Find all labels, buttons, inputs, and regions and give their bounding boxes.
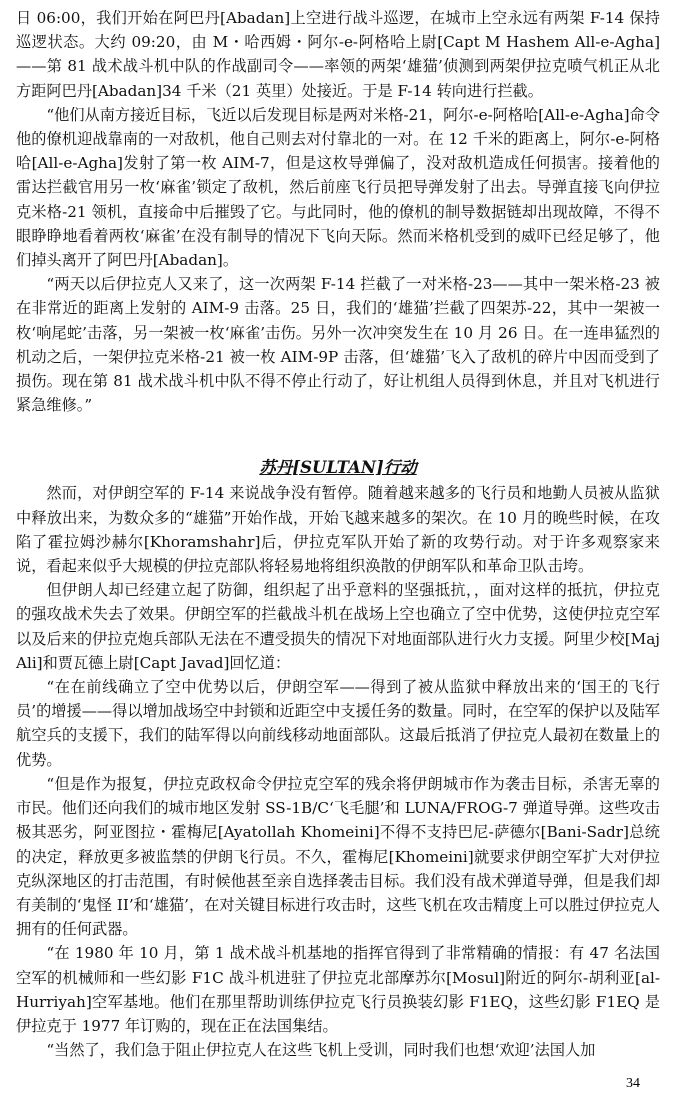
section-heading: 苏丹[SULTAN]行动 — [259, 458, 417, 478]
body-paragraph-quote: “在在前线确立了空中优势以后，伊朗空军——得到了被从监狱中释放出来的‘国王的飞行员’的增援——得以增加战场空中封锁和近距空中支援任务的数量。同时，在空军的保护以及陆军航空兵的支援下，我们的陆军得以向前线移动地面部队。这最后抵消了伊拉克人最初在数量上的优势。 — [16, 678, 660, 769]
body-paragraph-quote: “在 1980 年 10 月，第 1 战术战斗机基地的指挥官得到了非常精确的情报：有 47 名法国空军的机械师和一些幻影 F1C 战斗机进驻了伊拉克北部摩苏尔[Mosul]附近的阿尔-胡利亚[al-Hurriyah]空军基地。他们在那里帮助训练伊拉克飞行员换装幻影 F1EQ，这些幻影 F1EQ 是伊拉克于 1977 年订购的，现在正在法国集结。 — [16, 944, 660, 1035]
body-paragraph-quote: “两天以后伊拉克人又来了，这一次两架 F-14 拦截了一对米格-23——其中一架米格-23 被在非常近的距离上发射的 AIM-9 击落。25 日，我们的‘雄猫’拦截了四架苏-22，其中一架被一枚‘响尾蛇’击落，另一架被一枚‘麻雀’击伤。另外一次冲突发生在 10 月 26 日。在一连串猛烈的机动之后，一架伊拉克米格-21 被一枚 AIM-9P 击落，但‘雄猫’飞入了敌机的碎片中因而受到了损伤。现在第 81 战术战斗机中队不得不停止行动了，好让机组人员得到休息，并且对飞机进行紧急维修。” — [16, 275, 660, 415]
section-spacer — [16, 417, 660, 455]
body-paragraph-continued: 日 06:00，我们开始在阿巴丹[Abadan]上空进行战斗巡逻，在城市上空永远有两架 F-14 保持巡逻状态。大约 09:20，由 M・哈西姆・阿尔-e-阿格哈上尉[Capt M Hashem All-e-Agha]——第 81 战术战斗机中队的作战副司令——率领的两架‘雄猫’侦测到两架伊拉克喷气机正从北方距阿巴丹[Abadan]34 千米（21 英里）处接近。于是 F-14 转向进行拦截。 — [16, 9, 660, 100]
body-paragraph-quote: “但是作为报复，伊拉克政权命令伊拉克空军的残余将伊朗城市作为袭击目标，杀害无辜的市民。他们还向我们的城市地区发射 SS-1B/C‘飞毛腿’和 LUNA/FROG-7 弹道导弹。这些攻击极其恶劣，阿亚图拉・霍梅尼[Ayatollah Khomeini]不得不支持巴尼-萨德尔[Bani-Sadr]总统的决定，释放更多被监禁的伊朗飞行员。不久，霍梅尼[Khomeini]就要求伊朗空军扩大对伊拉克纵深地区的打击范围，有时候他甚至亲自选择袭击目标。我们没有战术弹道导弹，但是我们却有美制的‘鬼怪 II’和‘雄猫’，在对关键目标进行攻击时，这些飞机在攻击精度上可以胜过伊拉克人拥有的任何武器。 — [16, 774, 660, 939]
body-paragraph-quote: “当然了，我们急于阻止伊拉克人在这些飞机上受训，同时我们也想‘欢迎’法国人加 — [46, 1041, 596, 1060]
body-paragraph: 但伊朗人却已经建立起了防御，组织起了出乎意料的坚强抵抗，，面对这样的抵抗，伊拉克的强攻战术失去了效果。伊朗空军的拦截战斗机在战场上空也确立了空中优势，这使伊拉克空军以及后来的伊拉克炮兵部队无法在不遭受损失的情况下对地面部队进行火力支援。阿里少校[Maj Ali]和贾瓦德上尉[Capt Javad]回忆道： — [16, 581, 660, 672]
body-paragraph: 然而，对伊朗空军的 F-14 来说战争没有暂停。随着越来越多的飞行员和地勤人员被从监狱中释放出来，为数众多的“雄猫”开始作战，开始飞越来越多的架次。在 10 月的晚些时候，在攻陷了霍拉姆沙赫尔[Khoramshahr]后，伊拉克军队开始了新的攻势行动。对于许多观察家来说，看起来似乎大规模的伊拉克部队将轻易地将组织涣散的伊朗军队和革命卫队击垮。 — [16, 484, 660, 576]
page-number: 34 — [626, 1076, 640, 1091]
body-paragraph-quote: “他们从南方接近目标，飞近以后发现目标是两对米格-21，阿尔-e-阿格哈[All-e-Agha]命令他的僚机迎战靠南的一对敌机，他自己则去对付靠北的一对。在 12 千米的距离上，阿尔-e-阿格哈[All-e-Agha]发射了第一枚 AIM-7，但是这枚导弹偏了，没对敌机造成任何损害。接着他的雷达拦截官用另一枚‘麻雀’锁定了敌机，然后前座飞行员把导弹发射了出去。导弹直接飞向伊拉克米格-21 领机，直接命中后摧毁了它。与此同时，他的僚机的制导数据链却出现故障，不得不眼睁睁地看着两枚‘麻雀’在没有制导的情况下飞向天际。然而米格机受到的威吓已经足够了，他们掉头离开了阿巴丹[Abadan]。 — [16, 105, 660, 270]
